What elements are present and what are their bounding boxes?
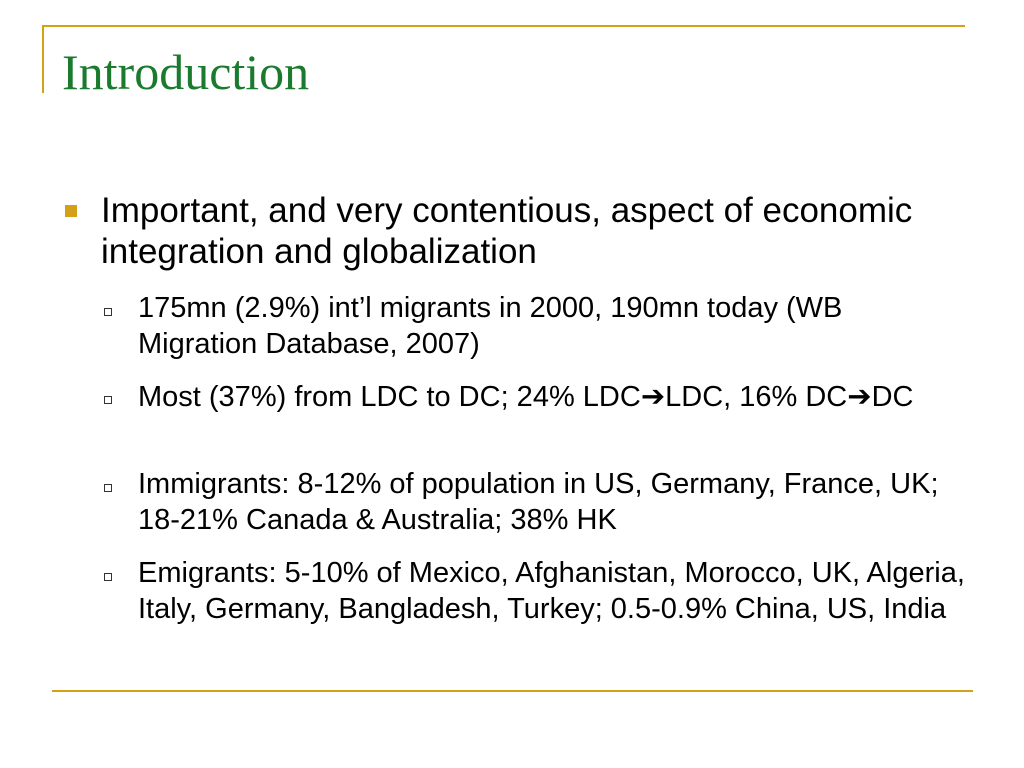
sub-bullet-2-part-2: LDC, 16% DC xyxy=(665,381,848,413)
right-arrow-icon: ➔ xyxy=(640,379,666,413)
frame-top-rule xyxy=(44,25,965,27)
sub-bullet-3-text: Immigrants: 8-12% of population in US, Germany, France, UK; 18-21% Canada & Australia; 38% HK xyxy=(138,468,939,536)
sub-bullet-2-part-1: Most (37%) from LDC to DC; 24% LDC xyxy=(138,381,641,413)
slide-title: Introduction xyxy=(62,44,310,100)
sub-bullet-2-text xyxy=(138,378,968,415)
frame-left-rule xyxy=(42,25,44,93)
filled-square-bullet-icon xyxy=(65,205,77,217)
hollow-square-bullet-icon xyxy=(104,308,112,316)
sub-bullet-1-text: 175mn (2.9%) int’l migrants in 2000, 190mn today (WB Migration Database, 2007) xyxy=(138,292,843,360)
main-bullet-text: Important, and very contentious, aspect of economic integration and globalization xyxy=(101,191,913,271)
hollow-square-bullet-icon xyxy=(104,396,112,404)
hollow-square-bullet-icon xyxy=(104,573,112,581)
hollow-square-bullet-icon xyxy=(104,484,112,492)
sub-bullet-4-text: Emigrants: 5-10% of Mexico, Afghanistan, Morocco, UK, Algeria, Italy, Germany, Bangladesh, Turkey; 0.5-0.9% China, US, India xyxy=(138,557,965,625)
sub-bullet-2-part-3: DC xyxy=(871,381,914,413)
frame-bottom-rule xyxy=(52,690,973,692)
right-arrow-icon: ➔ xyxy=(847,379,872,413)
